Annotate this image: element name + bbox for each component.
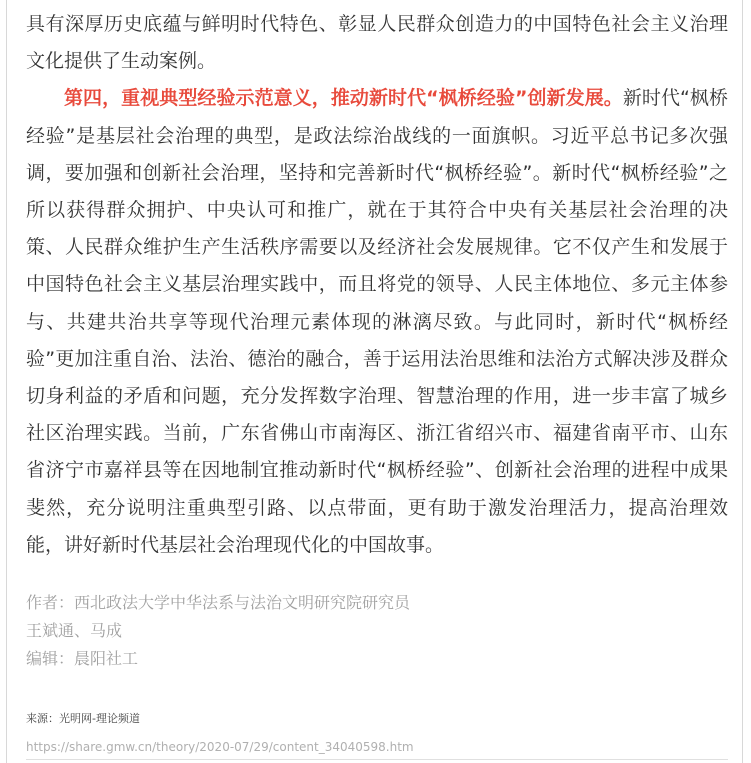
source-url-link[interactable]: https://share.gmw.cn/theory/2020-07/29/content_34040598.htm xyxy=(26,740,414,754)
content-frame-right-border xyxy=(742,0,743,763)
content-frame-left-border xyxy=(6,0,7,763)
author-line: 作者：西北政法大学中华法系与法治文明研究院研究员 xyxy=(26,593,411,612)
article-credits xyxy=(26,589,410,673)
paragraph-fourth-point xyxy=(26,80,728,564)
author-names: 王斌通、马成 xyxy=(26,621,123,640)
paragraph-previous-tail: 具有深厚历史底蕴与鲜明时代特色、彰显人民群众创造力的中国特色社会主义治理文化提供了生动案例。 xyxy=(26,13,728,73)
paragraph-heading-highlight: 第四，重视典型经验示范意义，推动新时代“枫桥经验”创新发展。 xyxy=(64,87,623,110)
bottom-divider xyxy=(26,759,728,760)
paragraph-body-text: 新时代“枫桥经验”是基层社会治理的典型，是政法综治战线的一面旗帜。习近平总书记多次强调，要加强和创新社会治理，坚持和完善新时代“枫桥经验”。新时代“枫桥经验”之所以获得群众拥护、中央认可和推广，就在于其符合中央有关基层社会治理的决策、人民群众维护生产生活秩序需要以及经济社会发展规律。它不仅产生和发展于中国特色社会主义基层治理实践中，而且将党的领导、人民主体地位、多元主体参与、共建共治共享等现代治理元素体现的淋漓尽致。与此同时，新时代“枫桥经验”更加注重自治、法治、德治的融合，善于运用法治思维和法治方式解决涉及群众切身利益的矛盾和问题，充分发挥数字治理、智慧治理的作用，进一步丰富了城乡社区治理实践。当前，广东省佛山市南海区、浙江省绍兴市、福建省南平市、山东省济宁市嘉祥县等在因地制宜推动新时代“枫桥经验”、创新社会治理的进程中成果斐然，充分说明注重典型引路、以点带面，更有助于激发治理活力，提高治理效能，讲好新时代基层社会治理现代化的中国故事。 xyxy=(26,87,728,556)
source-label: 来源：光明网-理论频道 xyxy=(26,712,140,725)
article-body xyxy=(26,6,728,564)
editor-line: 编辑：晨阳社工 xyxy=(26,649,139,668)
